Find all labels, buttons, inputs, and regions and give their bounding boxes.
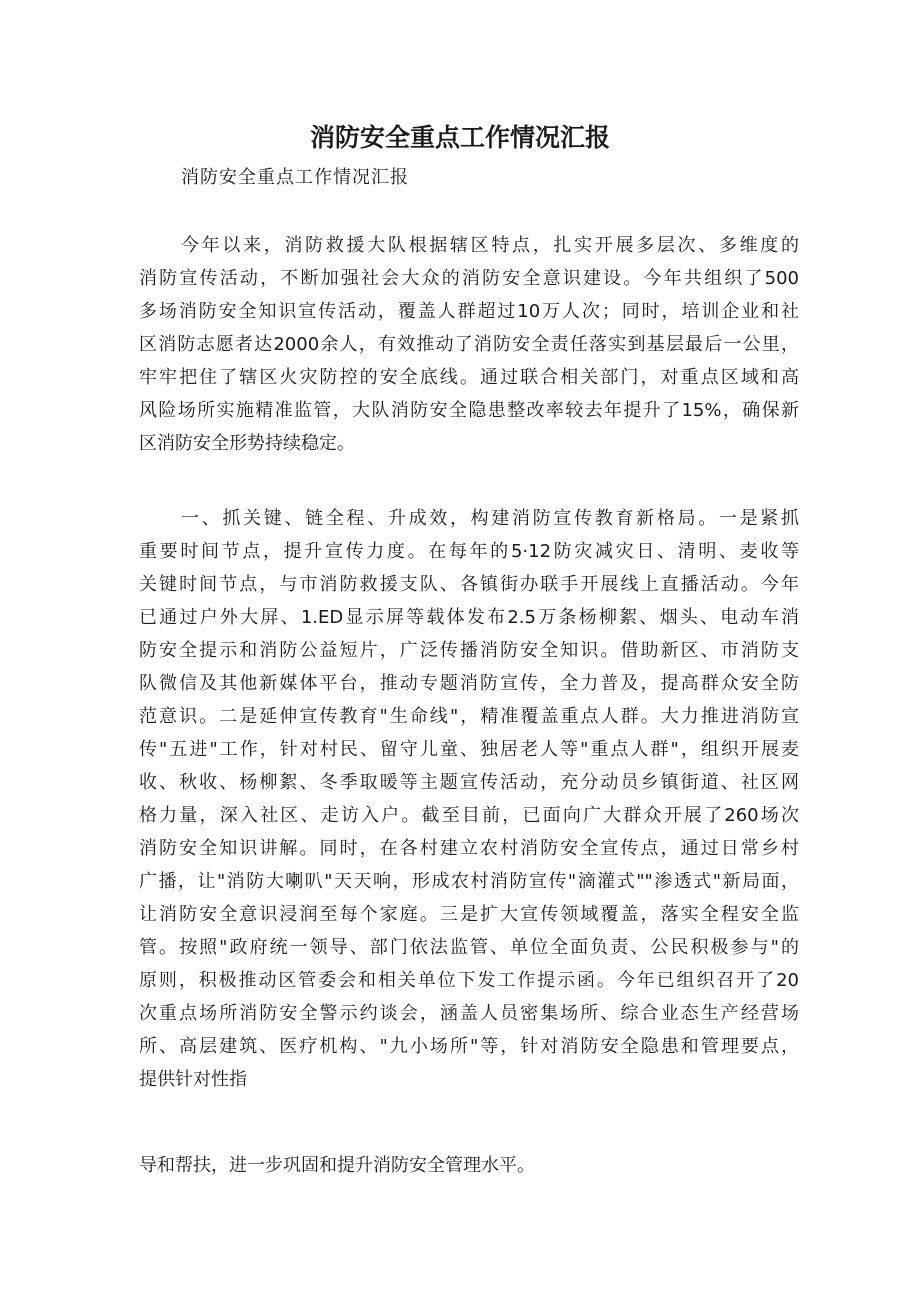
document-title: 消防安全重点工作情况汇报 (309, 123, 610, 152)
paragraph-line: 导和帮扶，进一步巩固和提升消防安全管理水平。 (139, 1155, 535, 1176)
paragraph-line: 区消防安全形势持续稳定。 (139, 433, 355, 454)
paragraph-line: 消防安全知识讲解。同时，在各村建立农村消防安全宣传点，通过日常乡村 (139, 838, 799, 859)
paragraph-line: 多场消防安全知识宣传活动，覆盖人群超过10万人次；同时，培训企业和社 (139, 301, 799, 322)
paragraph-line: 原则，积极推动区管委会和相关单位下发工作提示函。今年已组织召开了20 (139, 970, 799, 991)
paragraph-line: 牢牢把住了辖区火灾防控的安全底线。通过联合相关部门，对重点区域和高 (139, 367, 799, 388)
paragraph-line: 消防宣传活动，不断加强社会大众的消防安全意识建设。今年共组织了500 (139, 268, 799, 289)
paragraph-section-one (139, 502, 799, 1096)
paragraph-line: 让消防安全意识浸润至每个家庭。三是扩大宣传领域覆盖，落实全程安全监 (139, 904, 799, 925)
paragraph-line: 关键时间节点，与市消防救援支队、各镇街办联手开展线上直播活动。今年 (139, 574, 799, 595)
paragraph-line: 已通过户外大屏、1.ED显示屏等载体发布2.5万条杨柳絮、烟头、电动车消 (139, 607, 799, 628)
paragraph-line: 今年以来，消防救援大队根据辖区特点，扎实开展多层次、多维度的 (181, 235, 799, 256)
paragraph-intro (139, 229, 799, 460)
paragraph-continuation (139, 1149, 799, 1182)
paragraph-line: 重要时间节点，提升宣传力度。在每年的5·12防灾减灾日、清明、麦收等 (139, 541, 799, 562)
paragraph-line: 所、高层建筑、医疗机构、"九小场所"等，针对消防安全隐患和管理要点， (139, 1036, 799, 1057)
paragraph-line: 队微信及其他新媒体平台，推动专题消防宣传，全力普及，提高群众安全防 (139, 673, 799, 694)
paragraph-line: 次重点场所消防安全警示约谈会，涵盖人员密集场所、综合业态生产经营场 (139, 1003, 799, 1024)
paragraph-line: 收、秋收、杨柳絮、冬季取暖等主题宣传活动，充分动员乡镇街道、社区网 (139, 772, 799, 793)
paragraph-line: 提供针对性指 (139, 1069, 247, 1090)
paragraph-line: 广播，让"消防大喇叭"天天响，形成农村消防宣传"滴灌式""渗透式"新局面， (139, 871, 799, 892)
paragraph-line: 格力量，深入社区、走访入户。截至目前，已面向广大群众开展了260场次 (139, 805, 799, 826)
paragraph-line: 区消防志愿者达2000余人，有效推动了消防安全责任落实到基层最后一公里， (139, 334, 799, 355)
paragraph-line: 一、抓关键、链全程、升成效，构建消防宣传教育新格局。一是紧抓 (181, 508, 799, 529)
paragraph-line: 传"五进"工作，针对村民、留守儿童、独居老人等"重点人群"，组织开展麦 (139, 739, 799, 760)
document-subtitle: 消防安全重点工作情况汇报 (181, 167, 409, 188)
paragraph-line: 管。按照"政府统一领导、部门依法监管、单位全面负责、公民积极参与"的 (139, 937, 799, 958)
paragraph-line: 风险场所实施精准监管，大队消防安全隐患整改率较去年提升了15%，确保新 (139, 400, 799, 421)
paragraph-line: 范意识。二是延伸宣传教育"生命线"，精准覆盖重点人群。大力推进消防宣 (139, 706, 799, 727)
paragraph-line: 防安全提示和消防公益短片，广泛传播消防安全知识。借助新区、市消防支 (139, 640, 799, 661)
